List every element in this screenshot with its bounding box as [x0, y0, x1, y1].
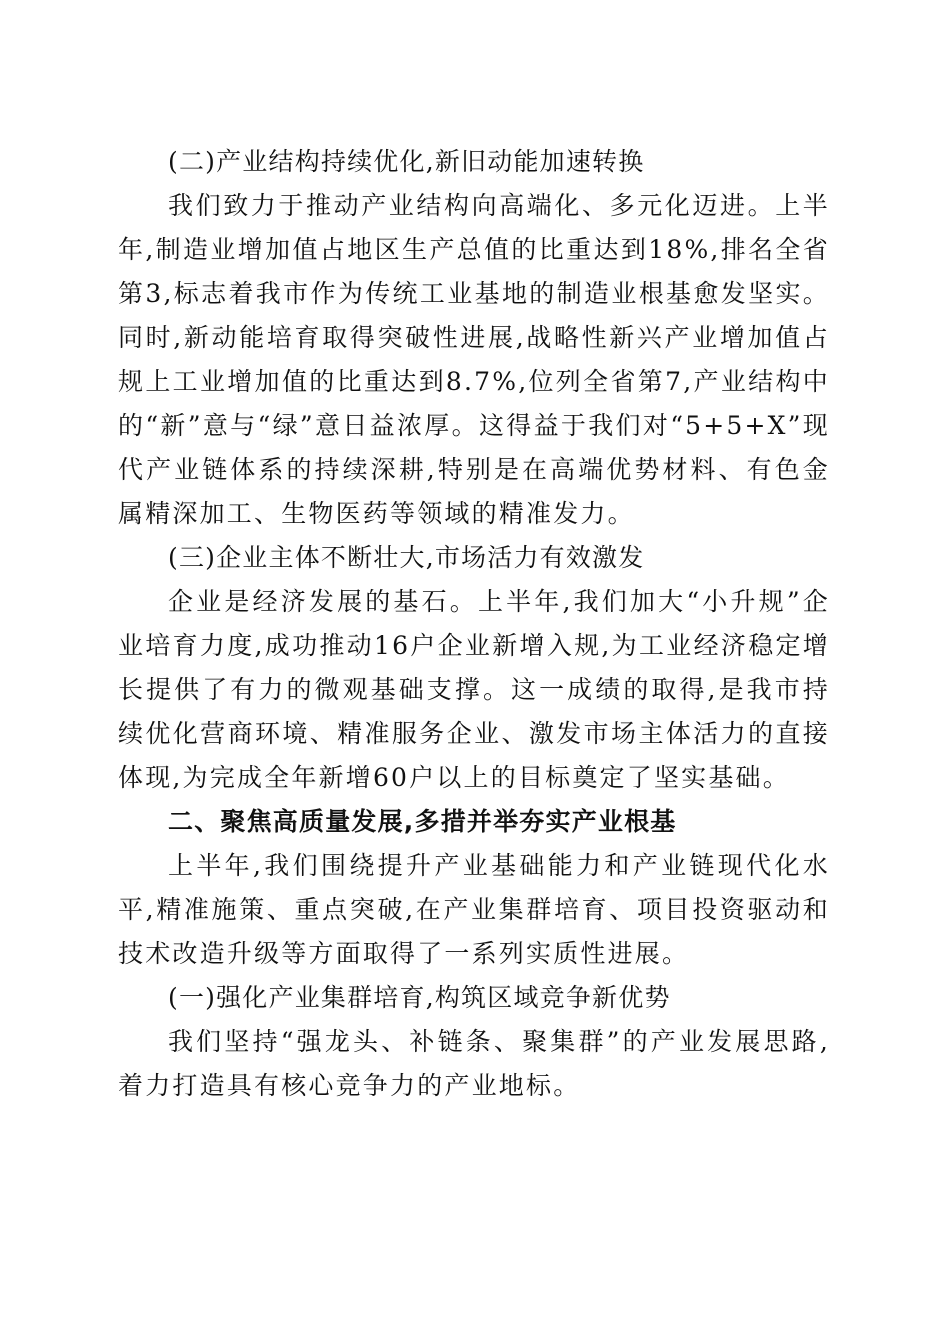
chapter-heading-2: 二、聚焦高质量发展,多措并举夯实产业根基	[168, 807, 677, 836]
section-heading-2-3: (三)企业主体不断壮大,市场活力有效激发	[168, 543, 645, 572]
document-body	[118, 140, 830, 1108]
section-heading-3-1: (一)强化产业集群培育,构筑区域竞争新优势	[168, 983, 671, 1012]
paragraph-chapter-intro: 上半年,我们围绕提升产业基础能力和产业链现代化水平,精准施策、重点突破,在产业集群培育、项目投资驱动和技术改造升级等方面取得了一系列实质性进展。	[118, 851, 830, 968]
paragraph-industrial-clusters: 我们坚持“强龙头、补链条、聚集群”的产业发展思路,着力打造具有核心竞争力的产业地标。	[118, 1027, 830, 1100]
paragraph-industrial-structure: 我们致力于推动产业结构向高端化、多元化迈进。上半年,制造业增加值占地区生产总值的比重达到18%,排名全省第3,标志着我市作为传统工业基地的制造业根基愈发坚实。同时,新动能培育取得突破性进展,战略性新兴产业增加值占规上工业增加值的比重达到8.7%,位列全省第7,产业结构中的“新”意与“绿”意日益浓厚。这得益于我们对“5+5+X”现代产业链体系的持续深耕,特别是在高端优势材料、有色金属精深加工、生物医药等领域的精准发力。	[118, 191, 830, 528]
section-heading-2-2: (二)产业结构持续优化,新旧动能加速转换	[168, 147, 645, 176]
paragraph-enterprises: 企业是经济发展的基石。上半年,我们加大“小升规”企业培育力度,成功推动16户企业新增入规,为工业经济稳定增长提供了有力的微观基础支撑。这一成绩的取得,是我市持续优化营商环境、精准服务企业、激发市场主体活力的直接体现,为完成全年新增60户以上的目标奠定了坚实基础。	[118, 587, 830, 792]
